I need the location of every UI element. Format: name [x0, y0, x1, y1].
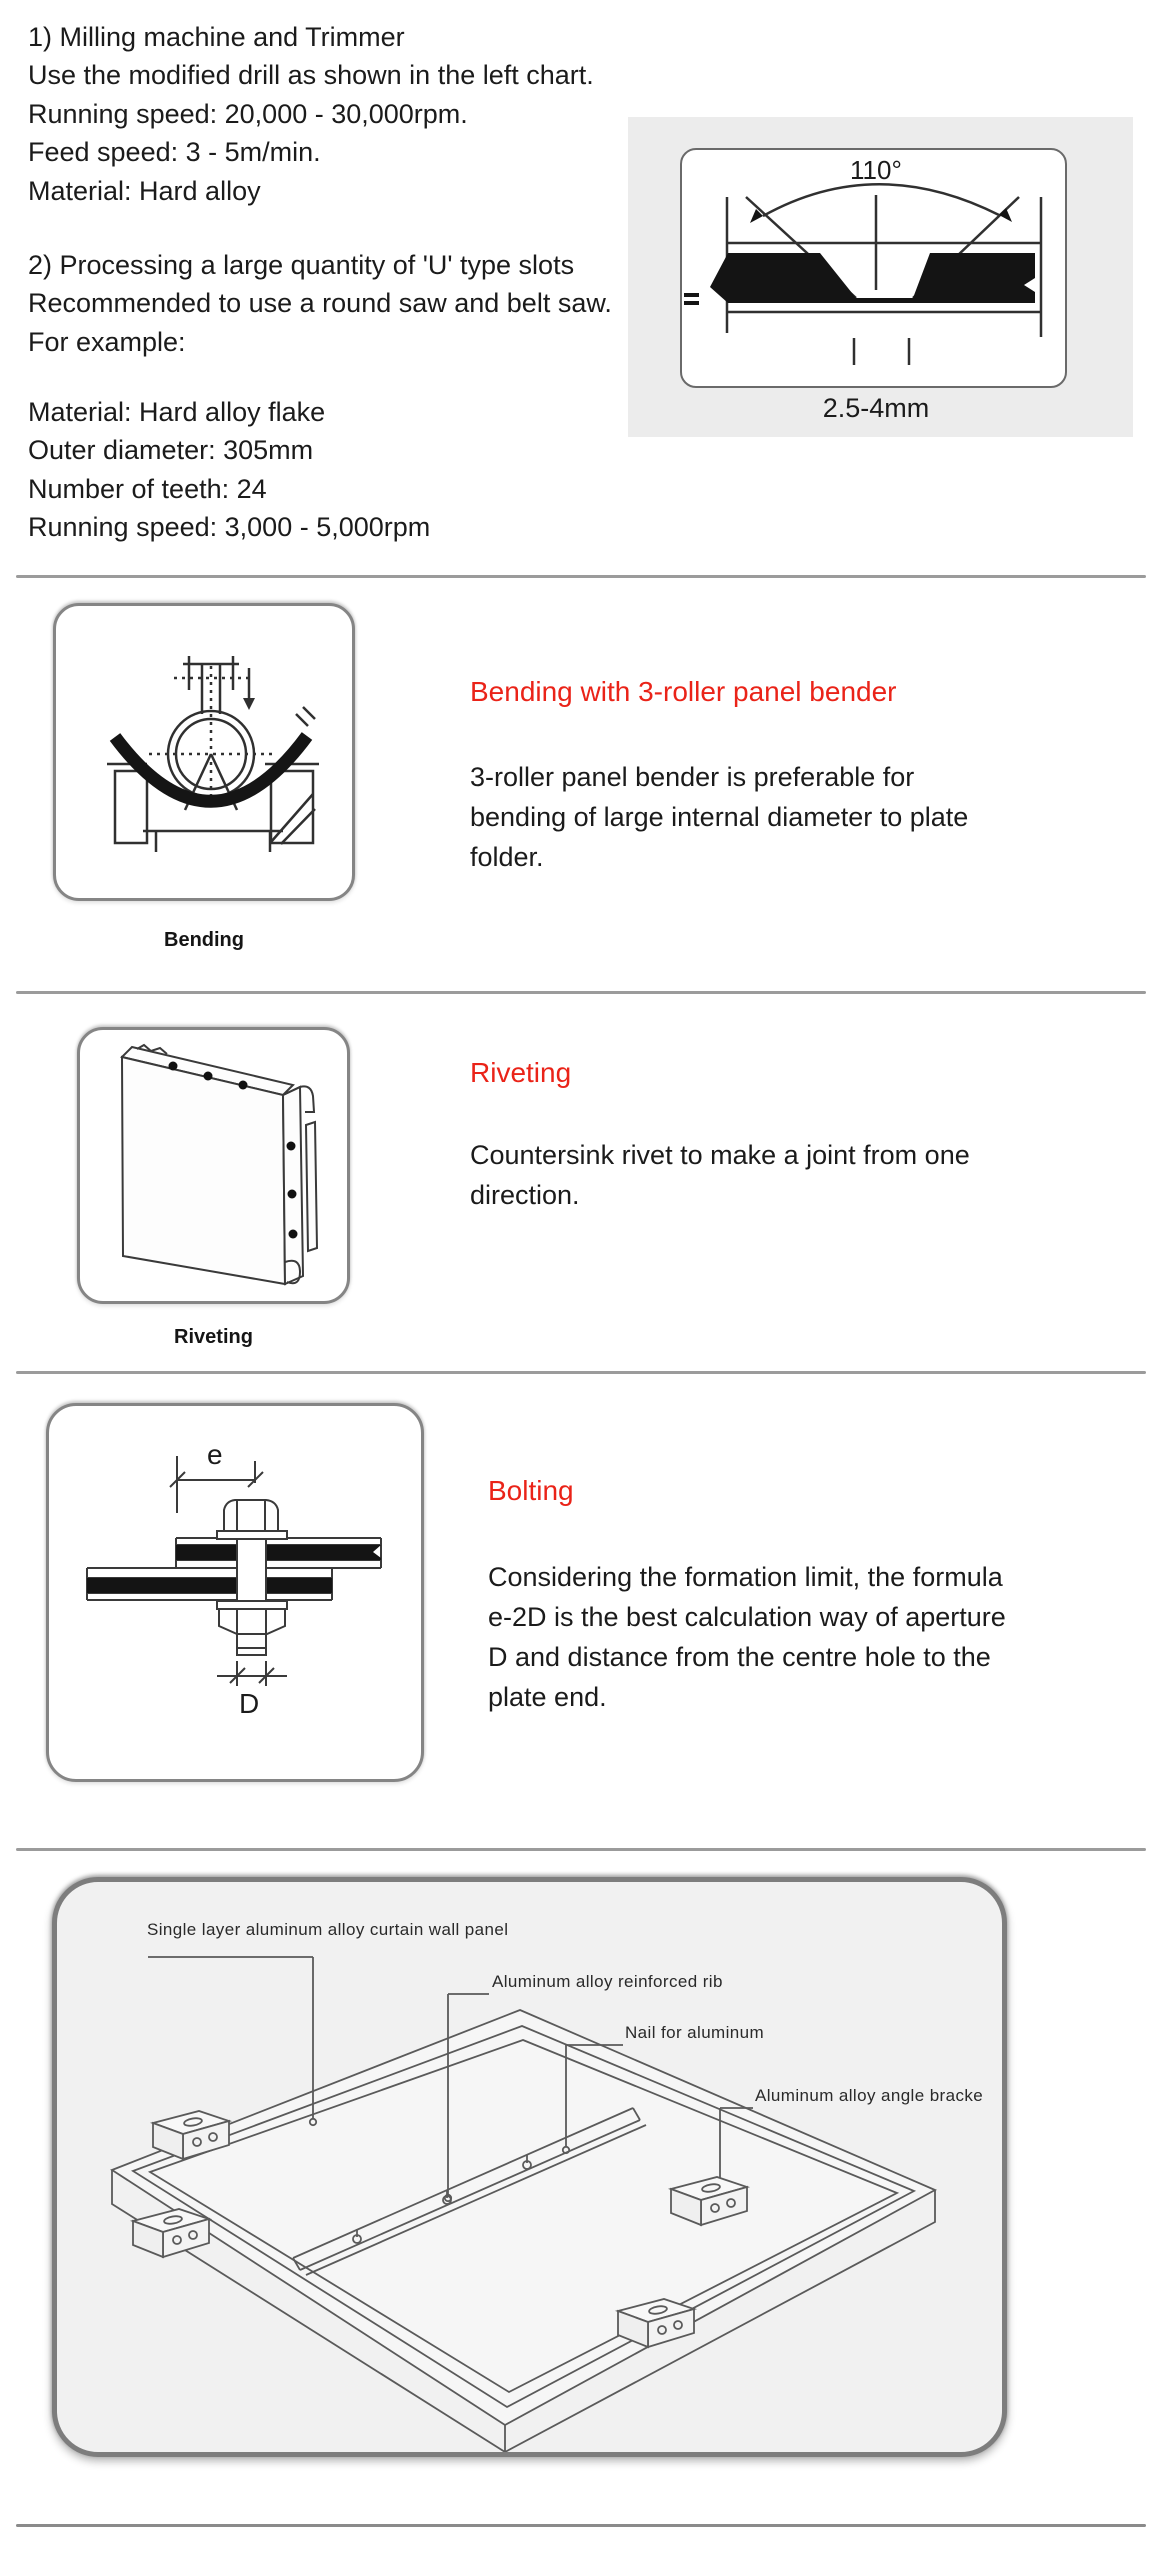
section-divider — [16, 1371, 1146, 1374]
text-line: Outer diameter: 305mm — [28, 435, 314, 466]
section-divider — [16, 991, 1146, 994]
text-line: direction. — [470, 1180, 580, 1210]
section-divider — [16, 2524, 1146, 2527]
groove-angle-label: 110° — [850, 155, 902, 185]
intro-block-saw-specs — [28, 393, 430, 547]
panel-bracket — [133, 2209, 209, 2257]
intro-block-slots — [28, 246, 612, 361]
text-line: 1) Milling machine and Trimmer — [28, 22, 405, 52]
groove-size-label: 2.5-4mm — [822, 393, 930, 423]
panel-isometric-drawing — [57, 1882, 1002, 2452]
bending-text — [470, 757, 968, 877]
bending-heading: Bending with 3-roller panel bender — [470, 676, 897, 707]
drill-groove-diagram — [628, 117, 1133, 437]
text-line: e-2D is the best calculation way of aperture — [488, 1602, 1006, 1632]
text-line: Running speed: 20,000 - 30,000rpm. — [28, 98, 468, 129]
bending-drawing — [56, 606, 352, 898]
text-line: plate end. — [488, 1682, 607, 1712]
label-nail: Nail for aluminum — [625, 2023, 765, 2042]
bolting-illustration-box — [46, 1403, 424, 1782]
bolting-drawing — [49, 1406, 421, 1779]
riveting-text — [470, 1135, 970, 1215]
riveting-caption: Riveting — [174, 1326, 253, 1348]
bolting-dim-e: e — [207, 1439, 223, 1470]
bolting-dim-d: D — [239, 1688, 260, 1719]
curtain-wall-panel-diagram — [52, 1877, 1007, 2457]
text-line: For example: — [28, 326, 186, 357]
bending-caption: Bending — [164, 929, 244, 951]
text-line: bending of large internal diameter to plate — [470, 802, 969, 832]
bending-illustration-box — [53, 603, 355, 901]
section-divider — [16, 1848, 1146, 1851]
text-line: folder. — [470, 842, 544, 872]
text-line: 3-roller panel bender is preferable for — [470, 762, 915, 792]
bolting-heading: Bolting — [488, 1475, 574, 1506]
label-reinforced-rib: Aluminum alloy reinforced rib — [492, 1972, 723, 1991]
section-divider — [16, 575, 1146, 578]
intro-block-milling — [28, 18, 594, 210]
text-line: Feed speed: 3 - 5m/min. — [28, 137, 321, 168]
text-line: Countersink rivet to make a joint from one — [470, 1140, 970, 1170]
label-curtain-wall-panel: Single layer aluminum alloy curtain wall panel — [147, 1920, 509, 1939]
bolting-text — [488, 1557, 1006, 1717]
riveting-drawing — [80, 1030, 347, 1301]
text-line: D and distance from the centre hole to the — [488, 1642, 991, 1672]
text-line: Recommended to use a round saw and belt saw. — [28, 288, 612, 319]
text-line: Number of teeth: 24 — [28, 473, 267, 504]
riveting-heading: Riveting — [470, 1057, 572, 1088]
text-line: Material: Hard alloy — [28, 175, 261, 206]
text-line: Use the modified drill as shown in the left chart. — [28, 60, 594, 91]
label-angle-bracket: Aluminum alloy angle bracke — [755, 2086, 984, 2105]
text-line: Considering the formation limit, the formula — [488, 1562, 1003, 1592]
text-line: 2) Processing a large quantity of 'U' type slots — [28, 250, 575, 280]
text-line: Running speed: 3,000 - 5,000rpm — [28, 512, 431, 543]
text-line: Material: Hard alloy flake — [28, 397, 326, 427]
riveting-illustration-box — [77, 1027, 350, 1304]
